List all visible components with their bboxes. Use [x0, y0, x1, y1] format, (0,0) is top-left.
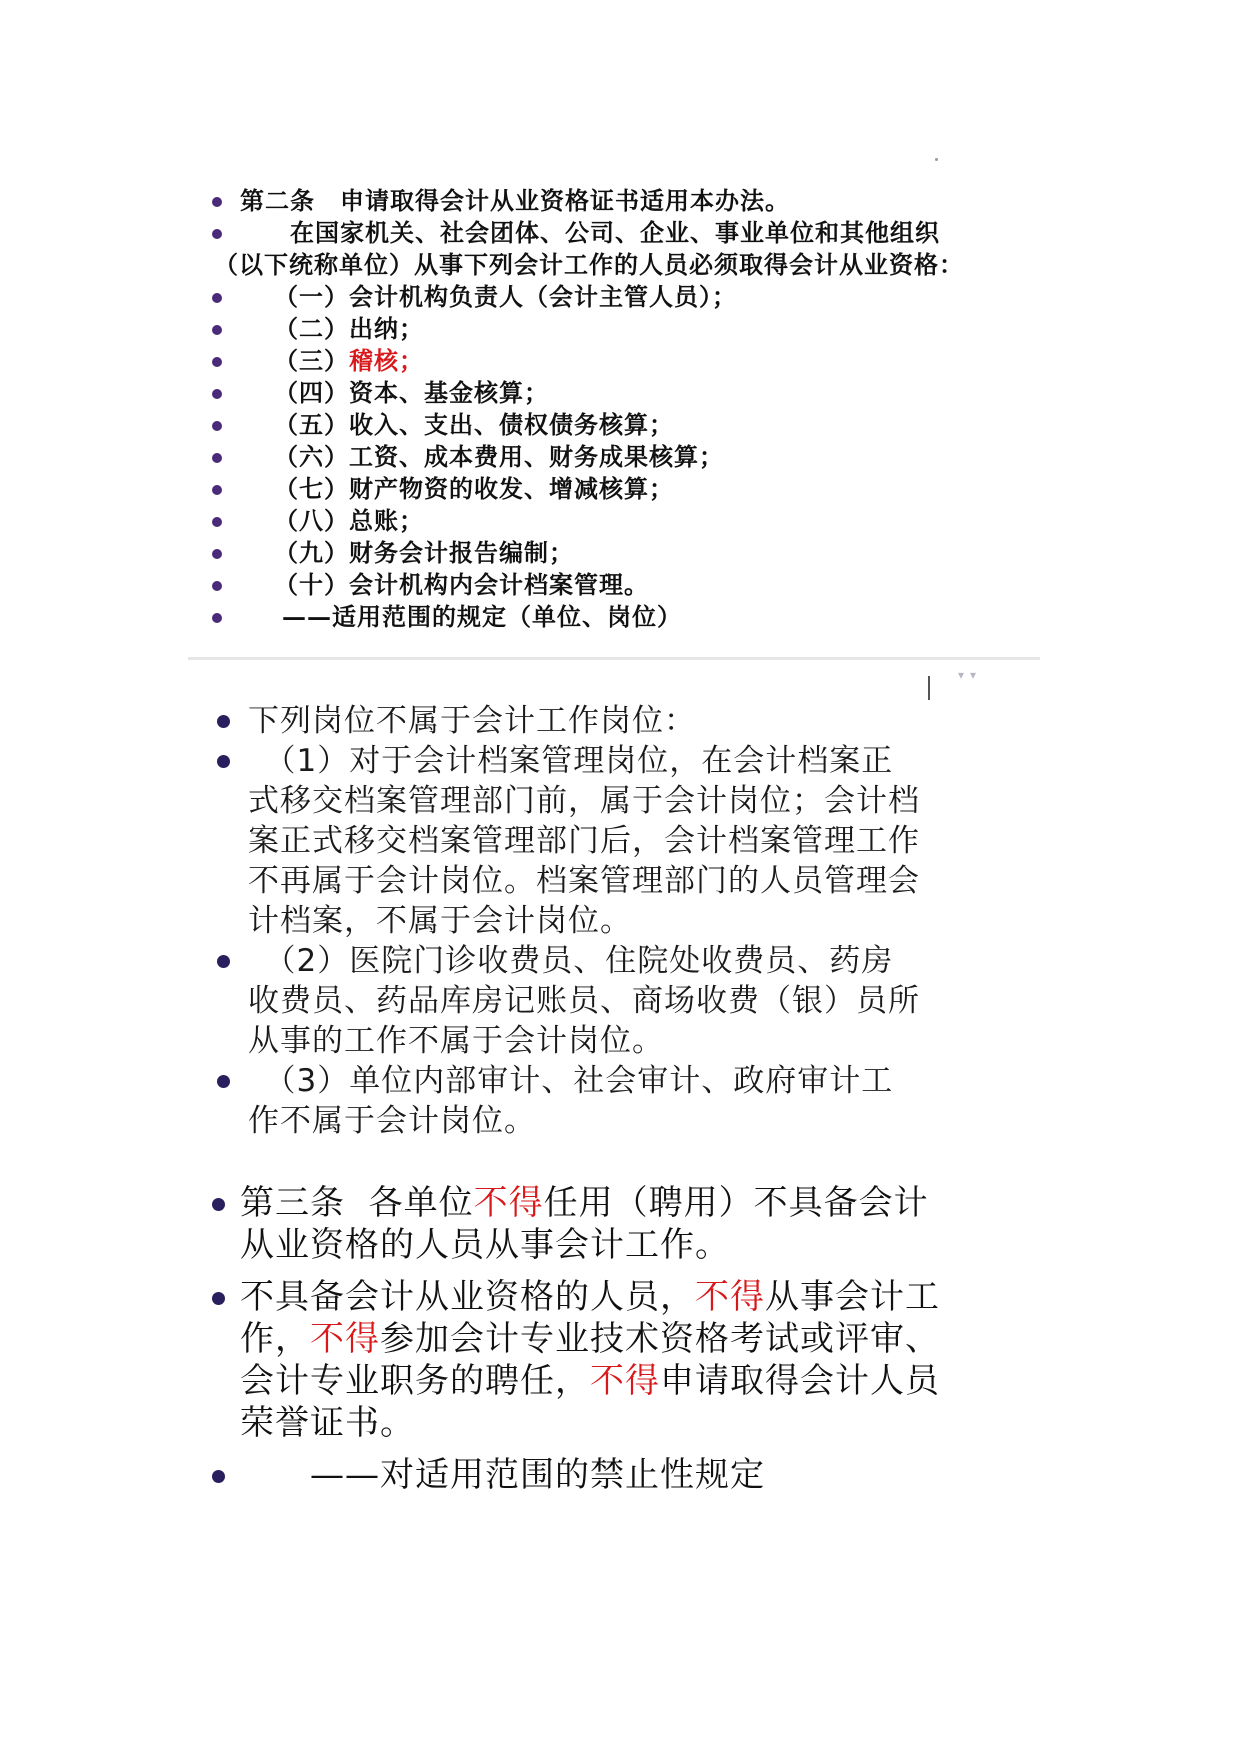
paragraph-line: 收费员、药品库房记账员、商场收费（银）员所 [248, 983, 920, 1019]
paragraph-line: （3）单位内部审计、社会审计、政府审计工 [248, 1063, 894, 1099]
bullet [212, 613, 222, 623]
bullet [217, 715, 230, 728]
article-three-line: 第三条 各单位不得任用（聘用）不具备会计 [240, 1183, 929, 1223]
bullet [212, 1292, 225, 1305]
paragraph-line: 从事的工作不属于会计岗位。 [248, 1023, 664, 1059]
scope-summary: ——适用范围的规定（单位、岗位） [282, 602, 682, 631]
bullet [212, 517, 222, 527]
prohibition-line: 作，不得参加会计专业技术资格考试或评审、 [240, 1319, 940, 1359]
prohibition-line: 会计专业职务的聘任，不得申请取得会计人员 [240, 1361, 940, 1401]
paragraph-line: 案正式移交档案管理部门后，会计档案管理工作 [248, 823, 920, 859]
paragraph-line: 式移交档案管理部门前，属于会计岗位；会计档 [248, 783, 920, 819]
paragraph-line: 计档案，不属于会计岗位。 [248, 903, 632, 939]
article-three-heading: 第三条 [240, 1183, 345, 1223]
list-item: （十）会计机构内会计档案管理。 [274, 570, 649, 599]
prohibition-word: 不得 [310, 1319, 380, 1359]
paragraph-line: 不再属于会计岗位。档案管理部门的人员管理会 [248, 863, 920, 899]
slide-divider [188, 657, 1040, 660]
prohibition-line: 不具备会计从业资格的人员，不得从事会计工 [240, 1277, 940, 1317]
bullet [212, 485, 222, 495]
list-item: （一）会计机构负责人（会计主管人员）； [274, 282, 737, 311]
prohibition-word: 不得 [590, 1361, 660, 1401]
list-item [274, 345, 424, 377]
bullet [212, 581, 222, 591]
list-item: （二）出纳； [274, 314, 424, 343]
bullet [212, 229, 222, 239]
text-caret [928, 676, 930, 700]
bullet [212, 389, 222, 399]
bullet [217, 955, 230, 968]
article-two-heading: 第二条 申请取得会计从业资格证书适用本办法。 [240, 186, 790, 215]
page-speck [935, 158, 938, 161]
article-three-line: 从业资格的人员从事会计工作。 [240, 1225, 730, 1265]
highlighted-term: 稽核； [349, 346, 424, 375]
list-item: （九）财务会计报告编制； [274, 538, 574, 567]
bullet [212, 421, 222, 431]
list-item: （七）财产物资的收发、增减核算； [274, 474, 674, 503]
bullet [212, 197, 222, 207]
prohibition-word: 不得 [473, 1183, 544, 1223]
list-item-number: （三） [274, 346, 349, 375]
bullet [212, 1470, 225, 1483]
scope-intro-line: 在国家机关、社会团体、公司、企业、事业单位和其他组织 [240, 218, 940, 247]
bullet [212, 549, 222, 559]
list-item: （四）资本、基金核算； [274, 378, 549, 407]
list-item: （八）总账； [274, 506, 424, 535]
bullet [212, 1198, 225, 1211]
section-heading: 下列岗位不属于会计工作岗位： [248, 703, 696, 739]
list-item: （六）工资、成本费用、财务成果核算； [274, 442, 724, 471]
bullet [212, 293, 222, 303]
list-item: （五）收入、支出、债权债务核算； [274, 410, 674, 439]
scope-intro-line: （以下统称单位）从事下列会计工作的人员必须取得会计从业资格： [214, 250, 964, 279]
prohibition-summary: ——对适用范围的禁止性规定 [310, 1455, 765, 1495]
slide-dots: ▾▾ [958, 668, 983, 682]
bullet [217, 755, 230, 768]
bullet [217, 1075, 230, 1088]
prohibition-line: 荣誉证书。 [240, 1403, 415, 1443]
paragraph-line: 作不属于会计岗位。 [248, 1103, 536, 1139]
paragraph-line: （2）医院门诊收费员、住院处收费员、药房 [248, 943, 894, 979]
bullet [212, 357, 222, 367]
bullet [212, 325, 222, 335]
bullet [212, 453, 222, 463]
prohibition-word: 不得 [695, 1277, 765, 1317]
paragraph-line: （1）对于会计档案管理岗位，在会计档案正 [248, 743, 894, 779]
